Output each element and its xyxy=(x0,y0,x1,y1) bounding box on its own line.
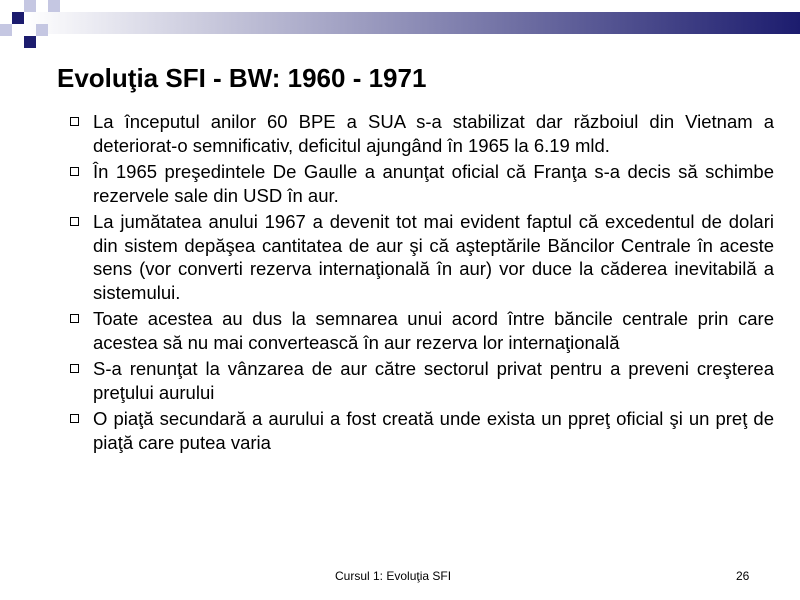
header-decoration xyxy=(0,0,800,60)
bullet-list xyxy=(68,110,774,457)
slide-title: Evoluţia SFI - BW: 1960 - 1971 xyxy=(57,63,427,93)
hollow-square-bullet-icon xyxy=(70,364,79,373)
bullet-text: La jumătatea anului 1967 a devenit tot mai evident faptul că excedentul de dolari din sistem depăşea cantitatea de aur şi că aşteptările Băncilor Centrale în aceste sens (vor converti rezerva internaţională în aur) vor duce la căderea inevitabilă a sistemului. xyxy=(93,211,774,303)
bullet-text: În 1965 preşedintele De Gaulle a anunţat oficial că Franţa s-a decis să schimbe rezervele sale din USD în aur. xyxy=(93,161,774,206)
deco-square-light-top-middle xyxy=(24,0,36,12)
hollow-square-bullet-icon xyxy=(70,167,79,176)
bullet-text: Toate acestea au dus la semnarea unui acord între băncile centrale prin care acestea să nu mai convertească în aur rezerva lor internaţională xyxy=(93,308,774,353)
hollow-square-bullet-icon xyxy=(70,314,79,323)
bullet-item xyxy=(68,357,774,404)
bullet-item xyxy=(68,210,774,304)
hollow-square-bullet-icon xyxy=(70,117,79,126)
deco-square-light-middle-left xyxy=(0,24,12,36)
hollow-square-bullet-icon xyxy=(70,217,79,226)
deco-square-light-top-right xyxy=(48,0,60,12)
deco-square-dark-middle xyxy=(24,36,36,48)
bullet-item xyxy=(68,407,774,454)
bullet-text: S-a renunţat la vânzarea de aur către sectorul privat pentru a preveni creşterea preţului aurului xyxy=(93,358,774,403)
deco-square-dark-top-left xyxy=(12,12,24,24)
bullet-item xyxy=(68,160,774,207)
footer-page-number: 26 xyxy=(736,569,750,583)
footer-course-label: Cursul 1: Evoluţia SFI xyxy=(335,569,452,583)
header-gradient-bar xyxy=(25,12,800,34)
bullet-text: O piaţă secundară a aurului a fost creată unde exista un ppreţ oficial şi un preţ de piaţă care putea varia xyxy=(93,408,774,453)
bullet-item xyxy=(68,307,774,354)
hollow-square-bullet-icon xyxy=(70,414,79,423)
bullet-text: La începutul anilor 60 BPE a SUA s-a stabilizat dar războiul din Vietnam a deteriorat-o semnificativ, deficitul ajungând în 1965 la 6.19 mld. xyxy=(93,111,774,156)
deco-square-light-middle xyxy=(36,24,48,36)
bullet-item xyxy=(68,110,774,157)
